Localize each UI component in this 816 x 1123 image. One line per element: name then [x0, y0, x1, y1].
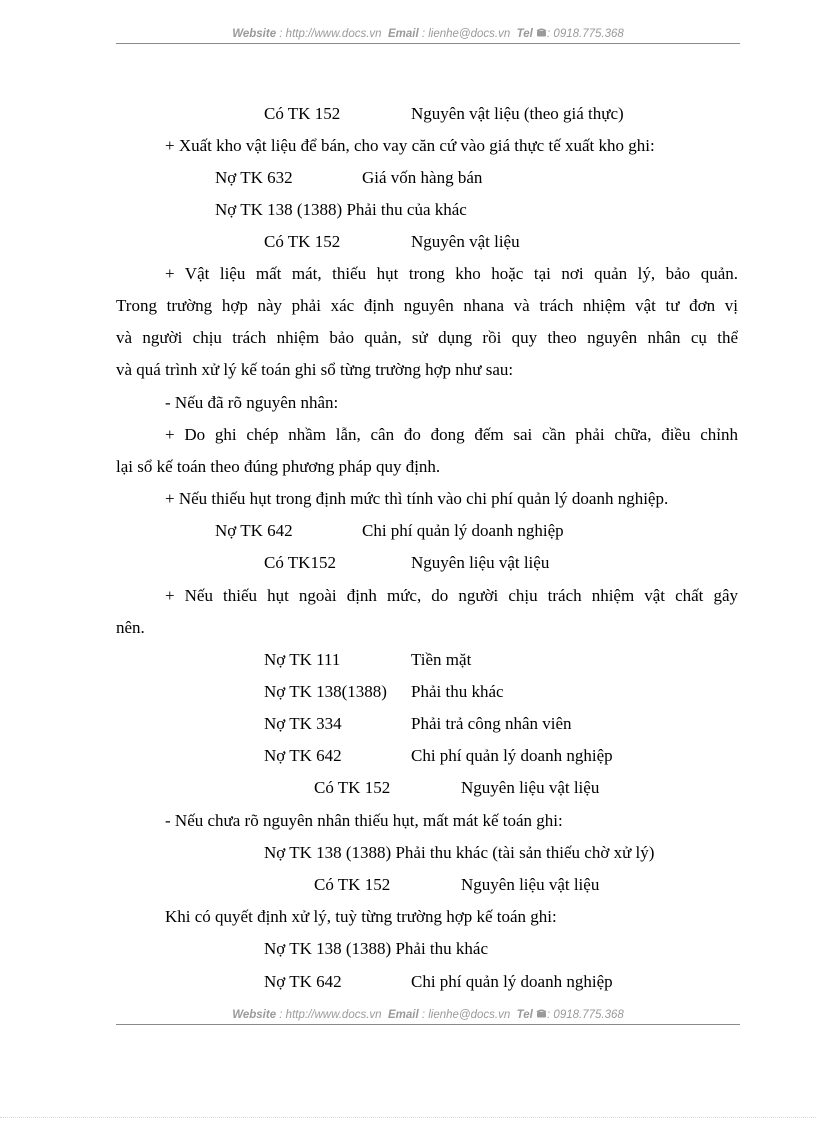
paragraph-line: và người chịu trách nhiệm bảo quản, sử dụng rồi quy theo nguyên nhân cụ thể [116, 328, 738, 347]
account-desc: Giá vốn hàng bán [362, 168, 483, 187]
account-code: Nợ TK 642 [264, 972, 342, 991]
account-code: Nợ TK 111 [264, 650, 341, 669]
paragraph-line: lại sổ kế toán theo đúng phương pháp quy định. [116, 457, 441, 476]
account-code: Nợ TK 632 [215, 168, 293, 187]
account-desc: Tiền mặt [411, 650, 472, 669]
text-line: - Nếu đã rõ nguyên nhân: [165, 393, 339, 412]
paragraph-line: + Do ghi chép nhầm lẫn, cân đo đong đếm sai cần phải chữa, điều chỉnh [165, 425, 738, 444]
account-desc: Nguyên liệu vật liệu [411, 553, 550, 572]
footer-website-value: : http://www.docs.vn [279, 1009, 382, 1021]
account-code: Nợ TK 138 (1388) [215, 200, 343, 219]
account-code: Nợ TK 334 [264, 714, 342, 733]
page-footer [116, 1008, 740, 1022]
text-line: + Xuất kho vật liệu để bán, cho vay căn cứ vào giá thực tế xuất kho ghi: [165, 136, 655, 155]
account-desc: Nguyên vật liệu [411, 232, 520, 251]
phone-icon [536, 1009, 547, 1021]
text-line: + Nếu thiếu hụt trong định mức thì tính vào chi phí quản lý doanh nghiệp. [165, 489, 669, 508]
paragraph-line: + Nếu thiếu hụt ngoài định mức, do người chịu trách nhiệm vật chất gây [165, 586, 738, 605]
paragraph-line: Trong trường hợp này phải xác định nguyên nhana và trách nhiệm vật tư đơn vị [116, 296, 738, 315]
account-desc: Phải thu khác (tài sản thiếu chờ xử lý) [395, 843, 655, 862]
account-code: Nợ TK 642 [215, 521, 293, 540]
text-line: Khi có quyết định xử lý, tuỳ từng trường hợp kế toán ghi: [165, 907, 557, 926]
account-code: Nợ TK 642 [264, 746, 342, 765]
account-code: Nợ TK 138(1388) [264, 682, 387, 701]
header-website-label: Website [232, 28, 277, 40]
header-tel-label: Tel [516, 28, 533, 40]
header-tel-value: : 0918.775.368 [547, 28, 624, 40]
footer-tel-label: Tel [516, 1009, 533, 1021]
account-code: Nợ TK 138 (1388) [264, 939, 392, 958]
footer-tel-value: : 0918.775.368 [547, 1009, 624, 1021]
footer-email-value: : lienhe@docs.vn [421, 1009, 511, 1021]
account-desc: Nguyên vật liệu (theo giá thực) [411, 104, 624, 123]
account-code: Có TK 152 [314, 778, 391, 797]
account-desc: Phải thu khác [395, 939, 488, 958]
account-desc: Chi phí quản lý doanh nghiệp [362, 521, 564, 540]
entry-line [215, 200, 467, 220]
header-email-value: : lienhe@docs.vn [421, 28, 511, 40]
account-desc: Nguyên liệu vật liệu [461, 875, 600, 894]
header-email-label: Email [387, 28, 419, 40]
account-desc: Chi phí quản lý doanh nghiệp [411, 972, 613, 991]
account-code: Có TK 152 [314, 875, 391, 894]
header-rule [116, 43, 740, 44]
phone-icon [536, 28, 547, 40]
paragraph-line: nên. [116, 618, 145, 637]
entry-line [264, 939, 488, 959]
text-line: - Nếu chưa rõ nguyên nhân thiếu hụt, mất mát kế toán ghi: [165, 811, 563, 830]
entry-line [264, 843, 654, 863]
account-code: Có TK 152 [264, 232, 341, 251]
footer-email-label: Email [387, 1009, 419, 1021]
account-code: Nợ TK 138 (1388) [264, 843, 392, 862]
account-desc: Phải trả công nhân viên [411, 714, 572, 733]
page-header [116, 27, 740, 41]
footer-website-label: Website [232, 1009, 277, 1021]
paragraph-line: và quá trình xử lý kế toán ghi sổ từng trường hợp như sau: [116, 360, 514, 379]
paragraph-line: + Vật liệu mất mát, thiếu hụt trong kho hoặc tại nơi quản lý, bảo quản. [165, 264, 738, 283]
account-desc: Phải thu khác [411, 682, 504, 701]
header-website-value: : http://www.docs.vn [279, 28, 382, 40]
account-code: Có TK 152 [264, 104, 341, 123]
page-separator [0, 1117, 816, 1118]
account-desc: Chi phí quản lý doanh nghiệp [411, 746, 613, 765]
account-desc: Phải thu của khác [346, 200, 467, 219]
footer-rule [116, 1024, 740, 1025]
account-code: Có TK152 [264, 553, 336, 572]
account-desc: Nguyên liệu vật liệu [461, 778, 600, 797]
